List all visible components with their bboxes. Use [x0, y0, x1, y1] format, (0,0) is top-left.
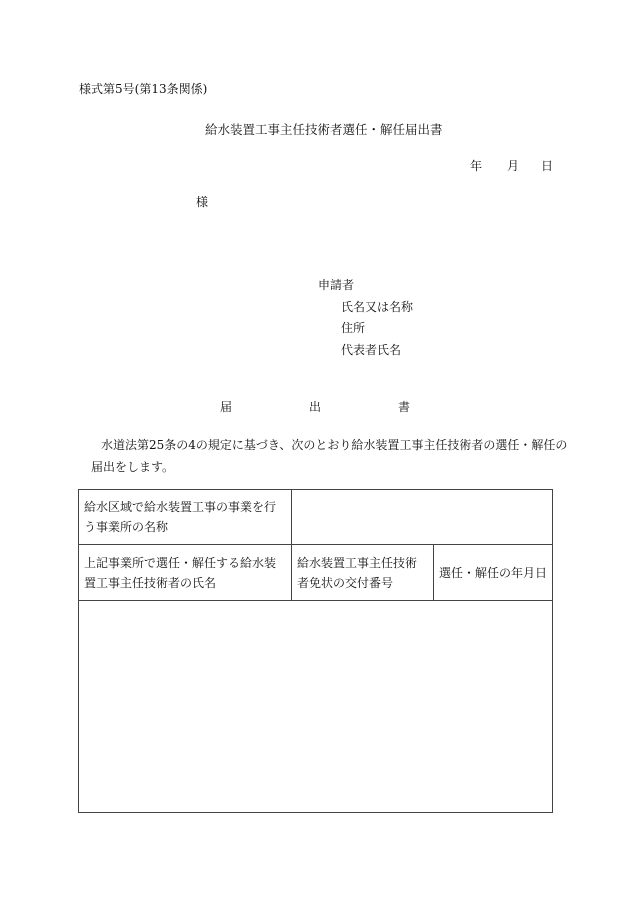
date-month: 月 [507, 159, 520, 173]
heading-char: 出 [309, 400, 322, 414]
applicant-label: 申請者 [318, 278, 355, 292]
document-title: 給水装置工事主任技術者選任・解任届出書 [205, 122, 443, 137]
body-text: 水道法第25条の4の規定に基づき、次のとおり給水装置工事主任技術者の選任・解任の [101, 438, 568, 452]
entry-area[interactable] [79, 601, 553, 813]
heading-char: 届 [220, 400, 233, 414]
applicant-name: 氏名又は名称 [341, 300, 414, 314]
office-name-field[interactable] [292, 490, 553, 545]
form-number: 様式第5号(第13条関係) [79, 82, 208, 96]
engineer-name-header: 上記事業所で選任・解任する給水装置工事主任技術者の氏名 [79, 545, 292, 601]
office-name-label: 給水区域で給水装置工事の事業を行う事業所の名称 [79, 490, 292, 545]
date-day: 日 [541, 159, 554, 173]
appointment-date-header: 選任・解任の年月日 [434, 545, 553, 601]
heading-char: 書 [398, 400, 411, 414]
applicant-representative: 代表者氏名 [341, 343, 402, 357]
license-number-header: 給水装置工事主任技術者免状の交付番号 [292, 545, 434, 601]
date-year: 年 [470, 159, 483, 173]
notification-table [78, 489, 553, 813]
body-text: 届出をします。 [91, 460, 175, 474]
applicant-address: 住所 [341, 321, 366, 335]
addressee-suffix: 様 [196, 195, 209, 209]
